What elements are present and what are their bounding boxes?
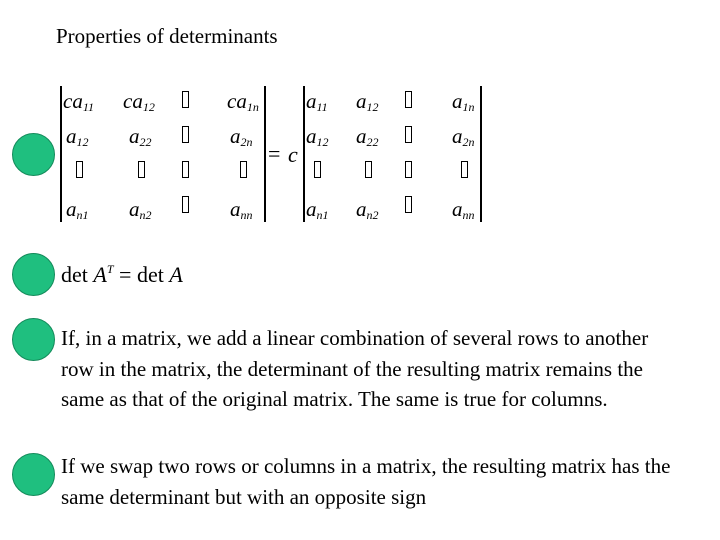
right-matrix-row2-col3-ellipsis-icon bbox=[405, 126, 412, 143]
right-matrix-row3-col4-vdots-icon bbox=[461, 161, 468, 178]
left-matrix-row2-col4: $a_{2n}$ bbox=[230, 124, 253, 149]
left-matrix-row3-col2-vdots-icon bbox=[138, 161, 145, 178]
right-matrix-row3-col1-vdots-icon bbox=[314, 161, 321, 178]
left-matrix-row1-col4: $ca_{1n}$ bbox=[227, 89, 259, 114]
transpose-superscript: T bbox=[106, 262, 114, 276]
right-matrix-row1-col3-ellipsis-icon bbox=[405, 91, 412, 108]
scalar-c: c bbox=[288, 142, 298, 167]
linear-combination-property-text: If, in a matrix, we add a linear combination of several rows to another row in the matrix, the determinant of the resulting matrix remains the same as that of the original matrix. The same is true for columns. bbox=[61, 326, 649, 411]
right-matrix-row1-col2: $a_{12}$ bbox=[356, 89, 379, 114]
right-matrix-row2-col1: $a_{12}$ bbox=[306, 124, 329, 149]
left-matrix-row1-col1: $ca_{11}$ bbox=[63, 89, 94, 114]
left-matrix-row3-col4-vdots-icon bbox=[240, 161, 247, 178]
right-matrix-row4-col2: $a_{n2}$ bbox=[356, 197, 379, 222]
right-matrix-row4-col1: $a_{n1}$ bbox=[306, 197, 329, 222]
left-matrix-row2-col3-ellipsis-icon bbox=[182, 126, 189, 143]
left-matrix-row4-col2: $a_{n2}$ bbox=[129, 197, 152, 222]
left-matrix-row1-col2: $ca_{12}$ bbox=[123, 89, 155, 114]
left-matrix-row4-col1: $a_{n1}$ bbox=[66, 197, 89, 222]
right-matrix-row4-col4: $a_{nn}$ bbox=[452, 197, 475, 222]
left-matrix-row4-col4: $a_{nn}$ bbox=[230, 197, 253, 222]
right-matrix-row3-col2-vdots-icon bbox=[365, 161, 372, 178]
left-matrix-row2-col1: $a_{12}$ bbox=[66, 124, 89, 149]
left-matrix-row1-col3-ellipsis-icon bbox=[182, 91, 189, 108]
right-matrix-row2-col4: $a_{2n}$ bbox=[452, 124, 475, 149]
right-matrix-row2-col2: $a_{22}$ bbox=[356, 124, 379, 149]
left-matrix-row4-col3-ellipsis-icon bbox=[182, 196, 189, 213]
right-determinant-bar-right bbox=[480, 86, 482, 222]
matrix-a-lhs: A bbox=[93, 262, 107, 287]
left-determinant-bar-left bbox=[60, 86, 62, 222]
matrix-a-rhs: A bbox=[169, 262, 183, 287]
left-determinant-bar-right bbox=[264, 86, 266, 222]
left-matrix-row2-col2: $a_{22}$ bbox=[129, 124, 152, 149]
row-swap-property-text: If we swap two rows or columns in a matrix, the resulting matrix has the same determinant but with an opposite sign bbox=[61, 454, 671, 509]
right-matrix-row3-col3-vdots-icon bbox=[405, 161, 412, 178]
det-operator-rhs: det bbox=[136, 262, 164, 287]
left-matrix-row3-col1-vdots-icon bbox=[76, 161, 83, 178]
det-operator-lhs: det bbox=[61, 262, 88, 287]
right-determinant-bar-left bbox=[303, 86, 305, 222]
right-matrix-row1-col1: $a_{11}$ bbox=[306, 89, 328, 114]
equals-sign: = bbox=[268, 141, 281, 166]
right-matrix-row4-col3-ellipsis-icon bbox=[405, 196, 412, 213]
slide-title: Properties of determinants bbox=[56, 24, 278, 48]
right-matrix-row1-col4: $a_{1n}$ bbox=[452, 89, 475, 114]
formula-equals-sign: = bbox=[119, 262, 132, 287]
transpose-determinant-formula bbox=[61, 262, 183, 288]
left-matrix-row3-col3-vdots-icon bbox=[182, 161, 189, 178]
